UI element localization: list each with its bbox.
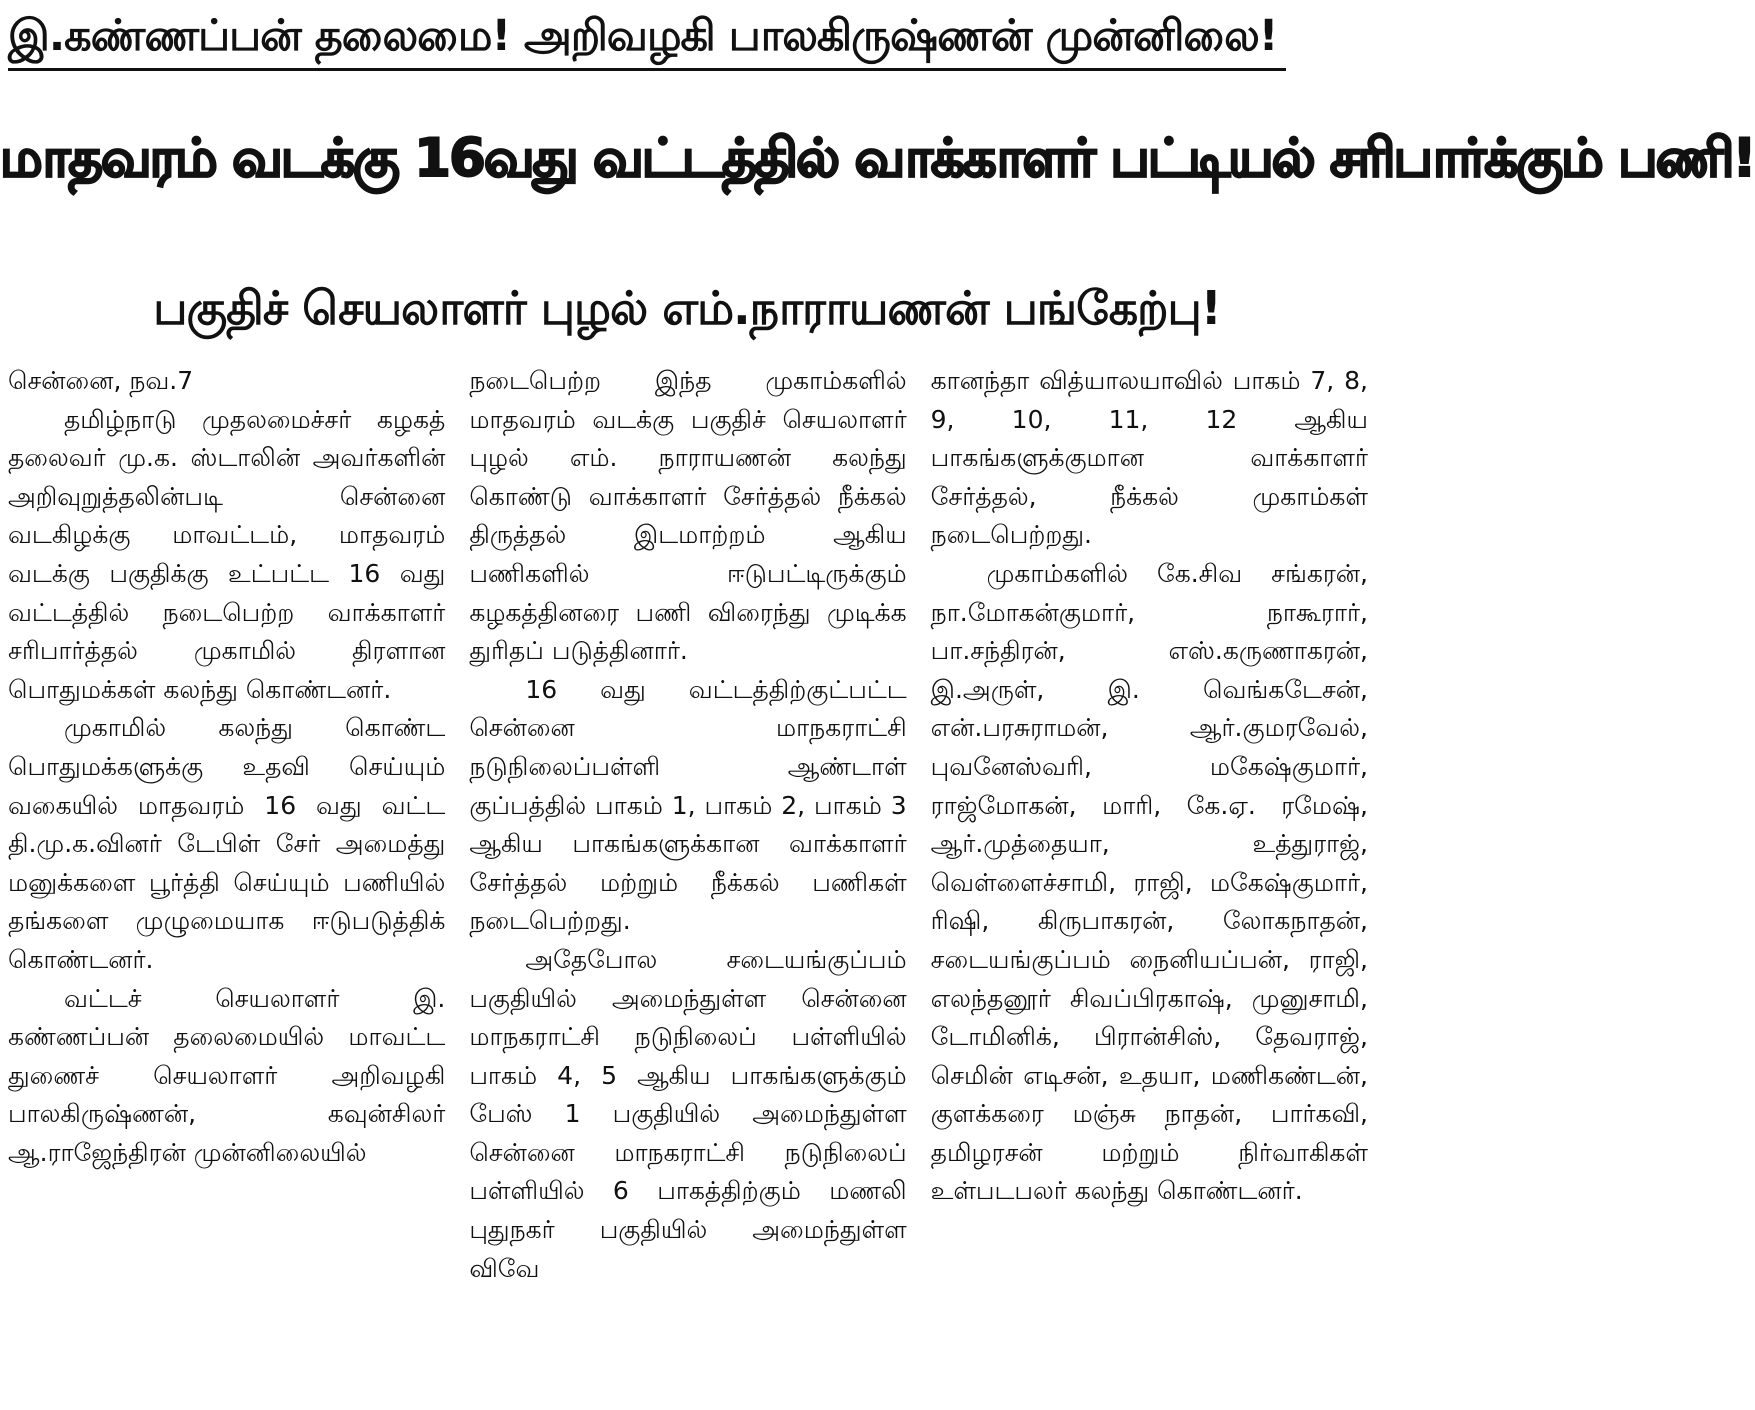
paragraph: முகாம்களில் கே.சிவ சங்கரன், நா.மோகன்குமார், நாகூரார், பா.சந்திரன், எஸ்.கருணாகரன், இ.அருள், இ. வெங்கடேசன், என்.பரசுராமன், ஆர்.குமரவேல், புவனேஸ்வரி, மகேஷ்குமார், ராஜ்மோகன், மாரி, கே.ஏ. ரமேஷ், ஆர்.முத்தையா, உத்துராஜ், வெள்ளைச்சாமி, ராஜி, மகேஷ்குமார், ரிஷி, கிருபாகரன், லோகநாதன், சடையங்குப்பம் நைனியப்பன், ராஜி, எலந்தனூர் சிவப்பிரகாஷ், முனுசாமி, டோமினிக், பிரான்சிஸ், தேவராஜ், செமின் எடிசன், உதயா, மணிகண்டன், குளக்கரை மஞ்சு நாதன், பார்கவி, தமிழரசன் மற்றும் நிர்வாகிகள் உள்படபலர் கலந்து கொண்டனர். [930, 558, 1368, 1206]
paragraph: வட்டச் செயலாளர் இ. கண்ணப்பன் தலைமையில் மாவட்ட துணைச் செயலாளர் அறிவழகி பாலகிருஷ்ணன், கவுன்சிலர் ஆ.ராஜேந்திரன் முன்னிலையில் [8, 983, 446, 1167]
headline: மாதவரம் வடக்கு 16வது வட்டத்தில் வாக்காளர் பட்டியல் சரிபார்க்கும் பணி! [0, 128, 1755, 189]
dateline: சென்னை, நவ.7 [8, 366, 194, 395]
paragraph: கானந்தா வித்யாலயாவில் பாகம் 7, 8, 9, 10, 11, 12 ஆகிய பாகங்களுக்குமான வாக்காளர் சேர்த்தல், நீக்கல் முகாம்கள் நடைபெற்றது. [930, 366, 1368, 550]
kicker-line: இ.கண்ணப்பன் தலைமை! அறிவழகி பாலகிருஷ்ணன் முன்னிலை! [8, 4, 1286, 71]
paragraph: முகாமில் கலந்து கொண்ட பொதுமக்களுக்கு உதவி செய்யும் வகையில் மாதவரம் 16 வது வட்ட தி.மு.க.வினர் டேபிள் சேர் அமைத்து மனுக்களை பூர்த்தி செய்யும் பணியில் தங்களை முழுமையாக ஈடுபடுத்திக் கொண்டனர். [8, 713, 446, 974]
paragraph: நடைபெற்ற இந்த முகாம்களில் மாதவரம் வடக்கு பகுதிச் செயலாளர் புழல் எம். நாராயணன் கலந்து கொண்டு வாக்காளர் சேர்த்தல் நீக்கல் திருத்தல் இடமாற்றம் ஆகிய பணிகளில் ஈடுபட்டிருக்கும் கழகத்தினரை பணி விரைந்து முடிக்க துரிதப் படுத்தினார். [469, 366, 907, 666]
article-body [8, 362, 1368, 1408]
column-1 [8, 362, 445, 1408]
column-2 [469, 362, 906, 1408]
paragraph: 16 வது வட்டத்திற்குட்பட்ட சென்னை மாநகராட்சி நடுநிலைப்பள்ளி ஆண்டாள் குப்பத்தில் பாகம் 1, பாகம் 2, பாகம் 3 ஆகிய பாகங்களுக்கான வாக்காளர் சேர்த்தல் மற்றும் நீக்கல் பணிகள் நடைபெற்றது. [469, 674, 907, 936]
subheadline: பகுதிச் செயலாளர் புழல் எம்.நாராயணன் பங்கேற்பு! [153, 281, 1221, 335]
column-3 [931, 362, 1368, 1408]
paragraph: அதேபோல சடையங்குப்பம் பகுதியில் அமைந்துள்ள சென்னை மாநகராட்சி நடுநிலைப் பள்ளியில் பாகம் 4, 5 ஆகிய பாகங்களுக்கும் பேஸ் 1 பகுதியில் அமைந்துள்ள சென்னை மாநகராட்சி நடுநிலைப் பள்ளியில் 6 பாகத்திற்கும் மணலி புதுநகர் பகுதியில் அமைந்துள்ள விவே [469, 944, 907, 1283]
paragraph: தமிழ்நாடு முதலமைச்சர் கழகத் தலைவர் மு.க. ஸ்டாலின் அவர்களின் அறிவுறுத்தலின்படி சென்னை வடகிழக்கு மாவட்டம், மாதவரம் வடக்கு பகுதிக்கு உட்பட்ட 16 வது வட்டத்தில் நடைபெற்ற வாக்காளர் சரிபார்த்தல் முகாமில் திரளான பொதுமக்கள் கலந்து கொண்டனர். [8, 404, 446, 704]
